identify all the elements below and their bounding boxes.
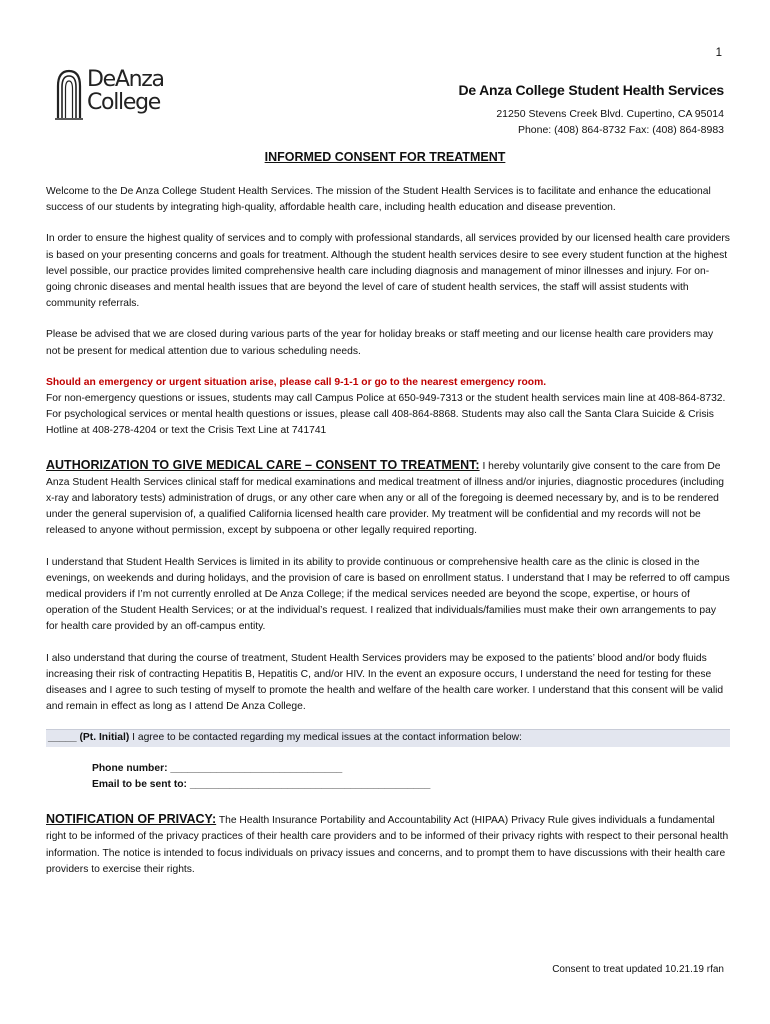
privacy-paragraph: [46, 811, 730, 878]
document-title: INFORMED CONSENT FOR TREATMENT: [264, 150, 506, 164]
patient-initial-field[interactable]: [46, 729, 730, 746]
logo-line-2: College: [87, 90, 160, 115]
logo-line-1: DeAnza: [87, 67, 164, 92]
phone-fax: Phone: (408) 864-8732 Fax: (408) 864-8983: [517, 124, 724, 136]
initial-statement: I agree to be contacted regarding my medical issues at the contact information below:: [129, 732, 522, 744]
phone-number-field[interactable]: Phone number: ______________________________: [92, 762, 343, 774]
address: 21250 Stevens Creek Blvd. Cupertino, CA 95014: [496, 108, 724, 120]
authorization-body: I hereby voluntarily give consent to the care from De Anza Student Health Services clinical staff for medical examinations and medical treatment of illness and/or injuries, diagnostic procedures (including x-ray and laboratory tests) administration of drugs, or any other care when any or all of the foregoing is deemed necessary by, and is to be rendered under the general supervision of, a qualified California licensed health care provider. My treatment will be confidential and my records will not be released to anyone without permission, except by subpoena or other legally required reporting.: [46, 460, 725, 537]
limited-care-paragraph: I understand that Student Health Services is limited in its ability to provide continuous or comprehensive health care as the clinic is closed in the evenings, on weekends and during holidays, and the provision of care is based on enrollment status. I understand that I may be referred to off campus medical providers if I’m not currently enrolled at De Anza College; if the medical services needed are beyond the scope, expertise, or hours of operation of the Student Health Services; or at the individual’s request. I realized that individuals/families must make their own arrangements to pay for health care provided by an off-campus entity.: [46, 556, 730, 633]
welcome-paragraph: Welcome to the De Anza College Student Health Services. The mission of the Student Health Services is to facilitate and enhance the educational success of our students by integrating high-quality, affordable health care, including health education and disease prevention.: [46, 186, 711, 214]
letterhead: [458, 82, 724, 138]
authorization-paragraph: [46, 457, 730, 540]
organization-name: De Anza College Student Health Services: [458, 82, 724, 98]
privacy-heading: NOTIFICATION OF PRIVACY:: [46, 812, 217, 827]
contact-info-block: [46, 761, 730, 793]
exposure-paragraph: I also understand that during the course of treatment, Student Health Services providers may be exposed to the patients’ blood and/or body fluids increasing their risk of contracting Hepatitis B, Hepatitis C, and/or HIV. In the event an exposure occurs, I understand the need for testing for these diseases and I agree to such testing of myself to promote the health and welfare of the health care worker. I understand that this consent will be valid and remain in effect as long as I attend De Anza College.: [46, 652, 724, 713]
document-body: [46, 184, 730, 878]
email-field[interactable]: Email to be sent to: __________________________________________: [92, 778, 431, 790]
authorization-heading: AUTHORIZATION TO GIVE MEDICAL CARE – CONSENT TO TREATMENT:: [46, 457, 480, 472]
logo-wordmark: [87, 68, 164, 114]
non-emergency-paragraph: For non-emergency questions or issues, students may call Campus Police at 650-949-7313 or the student health services main line at 408-864-8732.: [46, 393, 726, 405]
psych-services-paragraph: For psychological services or mental health questions or issues, please call 408-864-8868. Students may also call the Santa Clara Suicide & Crisis Hotline at 408-278-4204 or text the Crisis Text Line at 741741: [46, 409, 714, 437]
emergency-notice: Should an emergency or urgent situation arise, please call 9-1-1 or go to the nearest emergency room.: [46, 376, 547, 388]
initial-blank[interactable]: _____ (Pt. Initial): [48, 732, 130, 744]
college-logo: [55, 68, 164, 120]
quality-paragraph: In order to ensure the highest quality of services and to comply with professional standards, all services provided by our licensed health care providers is based on your presenting concerns and goals for treatment. Although the student health services desire to see every student function at the highest level possible, our practice provides limited comprehensive health care including diagnosis and management of minor illnesses and injury. For on-going chronic diseases and mental health issues that are beyond the level of care of student health services, the staff will assist students with community referrals.: [46, 233, 730, 310]
arch-logo-icon: [55, 68, 83, 120]
closed-notice-paragraph: Please be advised that we are closed during various parts of the year for holiday breaks or staff meeting and our license health care providers may not be present for medical attention due to various scheduling needs.: [46, 329, 714, 357]
page-number: 1: [715, 47, 722, 59]
footer-revision-note: Consent to treat updated 10.21.19 rfan: [552, 964, 724, 975]
privacy-body: The Health Insurance Portability and Accountability Act (HIPAA) Privacy Rule gives individuals a fundamental right to be informed of the privacy practices of their health care providers and to be informed of their privacy rights with respect to their personal health information. The notice is intended to focus individuals on privacy issues and concerns, and to prompt them to have discussions with their health care providers to exercise their rights.: [46, 815, 729, 875]
